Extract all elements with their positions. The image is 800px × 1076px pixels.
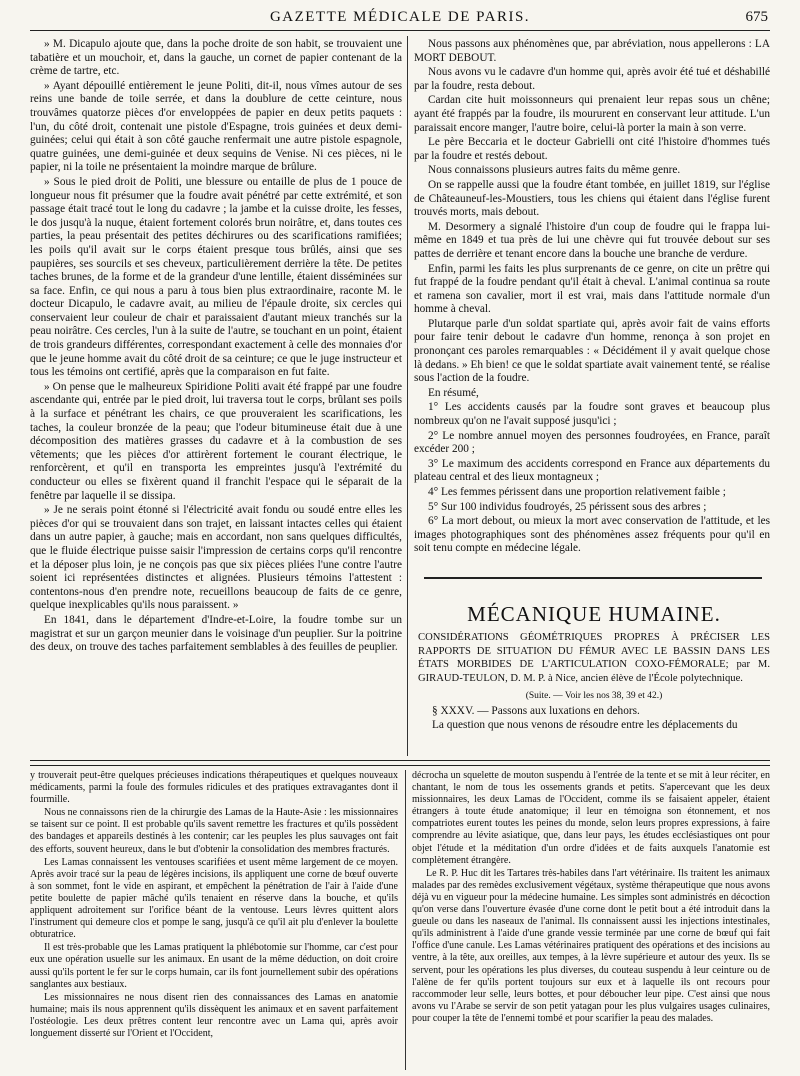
article-subtitle: CONSIDÉRATIONS GÉOMÉTRIQUES PROPRES À PRÉCISER LES RAPPORTS DE SITUATION DU FÉMUR AVEC LE BASSIN DANS LES ÉTATS MORBIDES DE L'ARTICULATION COXO-FÉMORALE; par M. GIRAUD-TEULON, D. M. P. à Nice, ancien élève de l'École polytechnique. <box>418 632 770 684</box>
paragraph: » On pense que le malheureux Spiridione Politi avait été frappé par une foudre ascendante qui, entrée par le pied droit, lui traversa tout le corps, brûlant ses poils à la surface et pénétrant les chairs, ce que prouveraient les scarifications, les taches, la couleur bronzée de la peau; que l'odeur bitumineuse était due à une décomposition des matières grasses du cadavre et à la combustion de ses vêtements; que les pièces d'or attirèrent fortement le courant électrique, le renforcèrent, et qu'il en transporta les empreintes jusqu'à l'extrémité du conducteur ou elles se fixèrent quand il franchit l'espace qui le séparait de la fenêtre par laquelle il se dissipa. <box>30 380 402 502</box>
paragraph: » Je ne serais point étonné si l'électricité avait fondu ou soudé entre elles les pièces d'or qui se trouvaient dans son trajet, en laissant intactes celles qui étaient dans un autre papier, à gauche; mais en accordant, non sans quelques difficultés, que le fluide électrique puisse saisir l'impression de certains corps qu'il rencontre et la déposer plus loin, je ne conçois pas que six pièces pliées l'une contre l'autre soient ici représentées distinctes et alignées. Plusieurs témoins l'attestent : contentons-nous d'en prendre note, recueillons beaucoup de faits de ce genre, quelque inexplicables qu'ils nous paraissent. » <box>30 504 402 612</box>
summary-item: 2° Le nombre annuel moyen des personnes foudroyées, en France, paraît excéder 200 ; <box>414 429 770 456</box>
journal-title: GAZETTE MÉDICALE DE PARIS. <box>269 9 531 25</box>
paragraph: Les Lamas connaissent les ventouses scarifiées et usent même largement de ce moyen. Après avoir tracé sur la peau de légères incisions, ils appliquent une corne de bœuf ouverte à son sommet, font le vide en aspirant, et empêchent la pénétration de l'air à l'aide d'une petite boulette de papier mâché qu'ils tenaient en réserve dans la bouche, et qu'ils appliquent adroitement sur l'orifice béant de la ventouse. Leurs lèvres quittent alors l'instrument qui demeure clos et pompe le sang, jusqu'à ce qu'il ait plu d'enlever la boulette obturatrice. <box>30 856 398 941</box>
paragraph: Plutarque parle d'un soldat spartiate qui, après avoir fait de vains efforts pour faire tenir debout le cadavre d'un homme, renonça à son projet en prononçant ces paroles remarquables : « Décidément il y avait quelque chose là dedans. » Eh bien! ce que le soldat spartiate avait vainement tenté, se réalise sous l'action de la foudre. <box>414 317 770 385</box>
summary-item: 4° Les femmes périssent dans une proportion relativement faible ; <box>428 486 726 498</box>
paragraph: » Ayant dépouillé entièrement le jeune Politi, dit-il, nous vîmes autour de ses reins une bande de toile serrée, et dans la doublure de cette ceinture, nous trouvâmes quatorze pièces d'or enveloppées de papier en deux petits paquets : l'un, du côté droit, contenait une pistole d'Espagne, trois guinées et deux demi-guinées; celui qui était à son côté gauche renfermait une autre pistole espagnole, quatre guinées, une demi-guinée et deux sequins de Venise. Ni ces pièces, ni le papier, ni la toile ne présentaient la moindre marque de brûlure. <box>30 79 402 174</box>
paragraph: On se rappelle aussi que la foudre étant tombée, en juillet 1819, sur l'église de Châteauneuf-les-Moustiers, tous les chiens qui étaient dans l'église furent trouvés morts, mais debout. <box>414 178 770 219</box>
paragraph: y trouverait peut-être quelques précieuses indications thérapeutiques et quelques nouveaux médicaments, parmi la foule des formules ridicules et des pratiques extravagantes dont il fourmille. <box>30 770 398 806</box>
paragraph: Nous avons vu le cadavre d'un homme qui, après avoir été tué et déshabillé par la foudre, resta debout. <box>414 66 770 92</box>
paragraph: En 1841, dans le département d'Indre-et-Loire, la foudre tombe sur un magistrat et sur un garçon meunier dans le voisinage d'un peuplier. Sur la poitrine des deux, on trouve des taches parfaitement semblables à des feuilles de peuplier. <box>30 613 402 654</box>
paragraph: Le R. P. Huc dit les Tartares très-habiles dans l'art vétérinaire. Ils traitent les animaux malades par des remèdes exclusivement végétaux, système thérapeutique que nous avons déjà vu en vigueur pour la médecine humaine. Les simples sont administrés en décoction qu'on verse dans l'ouverture évasée d'une corne dont le petit bout a été introduit dans la gueule ou dans les naseaux de l'animal. Ils connaissent aussi les injections intestinales, qu'ils administrent à l'aide d'une grande vessie terminée par une corne de bœuf qui fait l'office d'une canule. Les Lamas vétérinaires pratiquent des opérations et des incisions au ventre, à la tête, aux oreilles, aux tempes, à la lèvre supérieure et autour des yeux. Ils se servent, pour les opérations les plus diverses, du couteau suspendu à leur ceinture ou de l'alène de fer qu'ils portent toujours sur eux et à laquelle ils ont recours pour raccommoder leur selle, leurs bottes, et pour déboucher leur pipe. C'est ainsi que nous avons vu l'Arabe se servir de son petit yatagan pour les plus vulgaires usages culinaires, pour couper la tête de l'ennemi tombé et pour scarifier la peau des malades. <box>412 867 770 1024</box>
continuation-note: (Suite. — Voir les nos 38, 39 et 42.) <box>525 691 663 701</box>
summary-item: 1° Les accidents causés par la foudre sont graves et beaucoup plus nombreux qu'on ne l'avait supposé jusqu'ici ; <box>414 401 770 428</box>
paragraph: Enfin, parmi les faits les plus surprenants de ce genre, on cite un prêtre qui fut frappé de la foudre pendant qu'il était à cheval. L'animal continua sa route et ramena son cavalier, mort il est vrai, mais dans l'attitude normale d'un homme à cheval. <box>414 262 770 316</box>
paragraph: » Sous le pied droit de Politi, une blessure ou entaille de plus de 1 pouce de longueur nous fit présumer que la foudre avait pénétré par cette extrémité, et son passage était tracé tout le long du cadavre ; la jambe et la cuisse droite, les fesses, le dos jusqu'à la nuque, étaient fortement colorés brun noirâtre, et, dans toutes ces parties, la peau présentait des petites déchirures ou des scarifications ramifiées; les poils qu'il avait sur le corps étaient presque tous brûlés, ainsi que ses paupières, ses sourcils et ses cheveux, particulièrement derrière la tête. De petites taches brunes, de la forme et de la grandeur d'une lentille, étaient disséminées sur sa face. Enfin, ce qui nous a paru à tous bien plus extraordinaire, raconte M. le docteur Dicapulo, le cadavre avait, au milieu de l'épaule droite, six cercles qui conservaient leur couleur de chair et paraissaient d'autant mieux tranchés sur la peau noirâtre. Ces cercles, l'un à la suite de l'autre, se touchant en un point, étaient de trois grandeurs différentes, correspondant exactement à celle des monnaies d'or que le jeune homme avait du côté droit de sa ceinture; ce que le juge instructeur et tous les témoins ont certifié, après que la comparaison en fut faite. <box>30 175 402 379</box>
summary-item: 6° La mort debout, ou mieux la mort avec conservation de l'attitude, et les images photographiques sont des phénomènes assez fréquents pour qu'il en soit tenu compte en médecine légale. <box>414 515 770 555</box>
column-divider <box>405 770 406 1070</box>
paragraph: En résumé, <box>428 386 479 399</box>
page-divider <box>30 760 770 766</box>
paragraph: Nous passons aux phénomènes que, par abréviation, nous appellerons : LA MORT DEBOUT. <box>414 38 770 64</box>
column-left-top <box>30 38 402 748</box>
paragraph: Les missionnaires ne nous disent rien des connaissances des Lamas en anatomie humaine; mais ils nous apprennent qu'ils dissèquent les animaux et en savent parfaitement l'ostéologie. Les deux prêtres content leur rencontre avec un Lama qui, après avoir longuement disserté sur l'Orient et l'Occident, <box>30 991 398 1039</box>
column-right-bottom <box>412 770 770 1070</box>
summary-item: 5° Sur 100 individus foudroyés, 25 périssent sous des arbres ; <box>428 500 707 513</box>
paragraph: Il est très-probable que les Lamas pratiquent la phlébotomie sur l'homme, car c'est pour eux une opération usuelle sur les animaux. En usant de la même déduction, on doit croire aussi qu'ils portent le fer sur le corps humain, car ils font journellement subir des opérations sanglantes aux bestiaux. <box>30 942 398 990</box>
page-header <box>30 8 770 31</box>
paragraph: La question que nous venons de résoudre entre les déplacements du <box>432 718 738 731</box>
paragraph: décrocha un squelette de mouton suspendu à l'entrée de la tente et se mit à leur réciter, en chantant, le nom de tous les ossements grands et petits. S'apercevant que les deux missionnaires, les deux Lamas de l'Occident, comme ils se faisaient appeler, étaient étrangers à toute étude anatomique; il leur en témoigna son étonnement, et nos compatriotes eurent toutes les peines du monde, selon leurs propres expressions, à faire comprendre au lévite asiatique, que, dans leur pays, les études ecclésiastiques ont pour objet l'étude et la méditation d'un ordre d'idées et de faits auxquels l'anatomie est complètement étrangère. <box>412 770 770 866</box>
column-right-top <box>414 38 770 566</box>
paragraph: § XXXV. — Passons aux luxations en dehors. <box>432 705 640 717</box>
section-title: MÉCANIQUE HUMAINE. <box>467 602 721 626</box>
paragraph: Nous connaissons plusieurs autres faits du même genre. <box>428 164 681 177</box>
column-divider <box>407 36 408 756</box>
summary-item: 3° Le maximum des accidents correspond en France aux départements du plateau central et des lieux montagneux ; <box>414 457 770 484</box>
article-section <box>418 598 770 756</box>
paragraph: Le père Beccaria et le docteur Gabrielli ont cité l'histoire d'hommes tués par la foudre et restés debout. <box>414 136 770 162</box>
page-number: 675 <box>745 9 768 25</box>
column-left-bottom <box>30 770 398 1070</box>
paragraph: M. Desormery a signalé l'histoire d'un coup de foudre qui le frappa lui-même en 1849 et tua près de lui une chèvre qui fut trouvée debout sur ses pattes de derrière et tenant encore dans la bouche une branche de verdure. <box>414 220 770 260</box>
paragraph: Nous ne connaissons rien de la chirurgie des Lamas de la Haute-Asie : les missionnaires se taisent sur ce point. Il est probable qu'ils savent remettre les fractures et qu'ils possèdent des bandages et appareils destinés à les contenir; car les peuples les plus sauvages ont fait des efforts, souvent heureux, dans le but d'obtenir la consolidation des membres fracturés. <box>30 807 398 855</box>
paragraph: » M. Dicapulo ajoute que, dans la poche droite de son habit, se trouvaient une tabatière et un mouchoir, et, dans la gauche, un cornet de papier contenant de la crème de tartre, etc. <box>30 38 402 78</box>
paragraph: Cardan cite huit moissonneurs qui prenaient leur repas sous un chêne; ayant été frappés par la foudre, ils moururent en conservant leur attitude. L'un paraissait encore manger, l'autre boire, celui-là porter la main à son verre. <box>414 94 770 134</box>
